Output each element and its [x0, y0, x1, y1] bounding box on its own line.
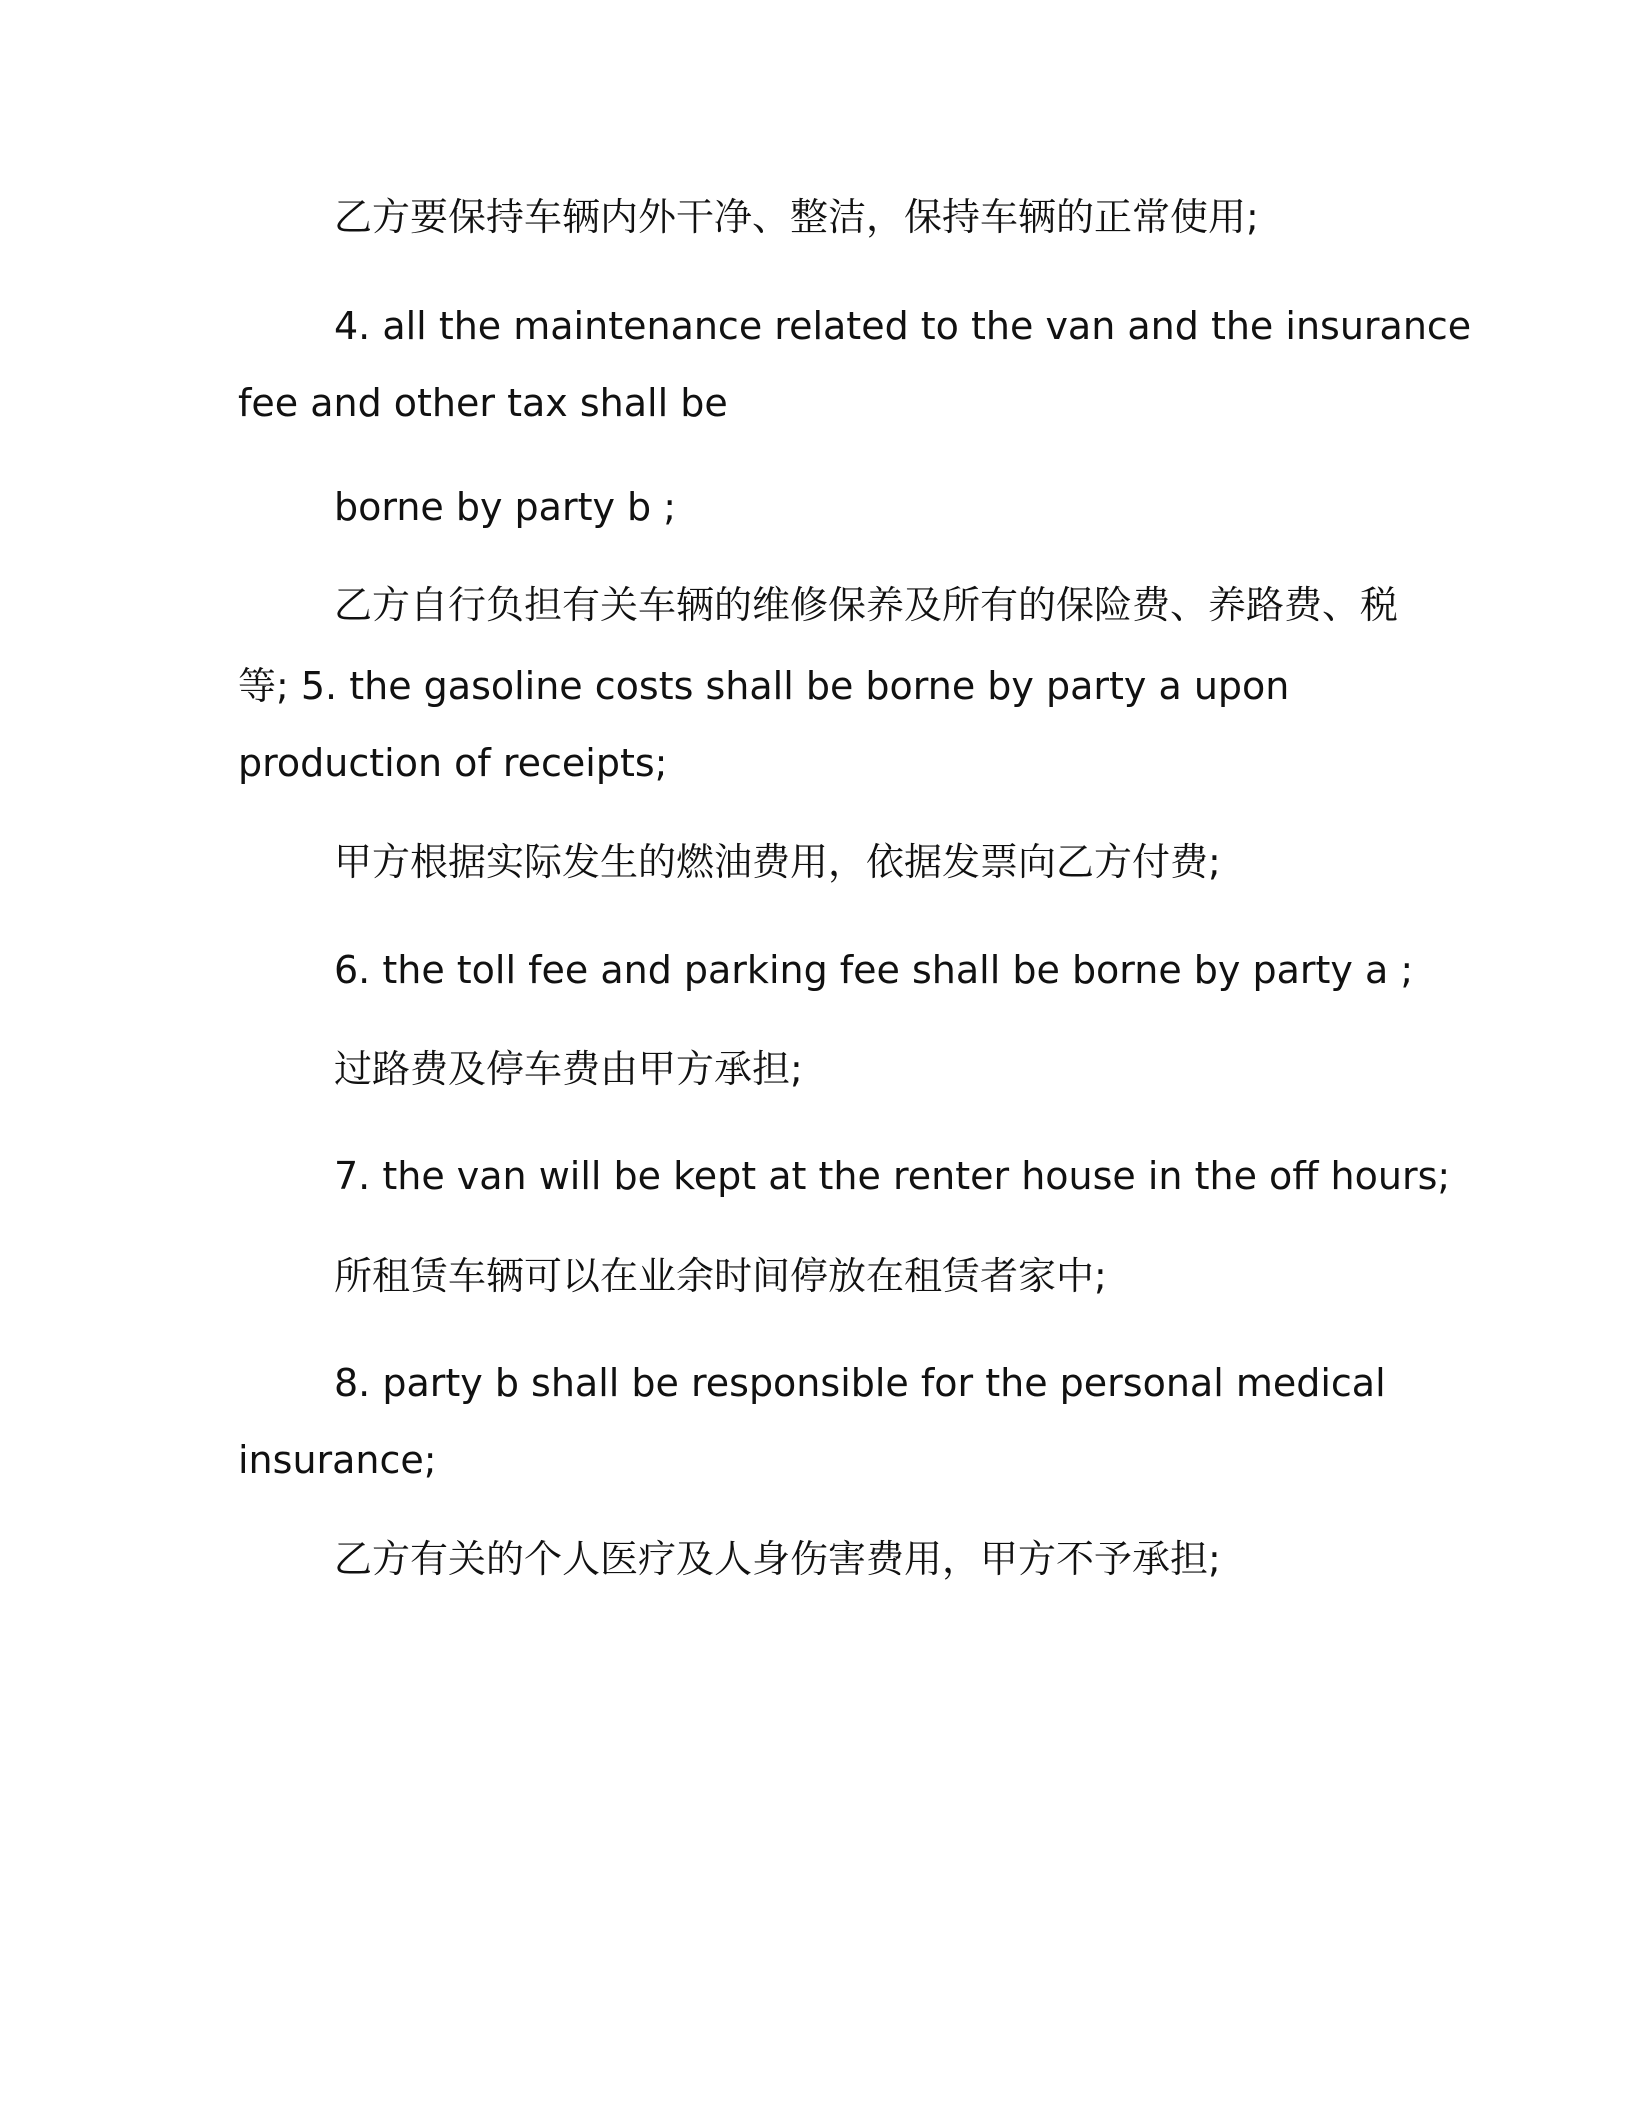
text-line: 8. party b shall be responsible for the personal medical [334, 1361, 1386, 1405]
text-line: 乙方要保持车辆内外干净、整洁，保持车辆的正常使用; [334, 195, 1259, 239]
text-line: 乙方自行负担有关车辆的维修保养及所有的保险费、养路费、税 [334, 583, 1399, 627]
text-line: 6. the toll fee and parking fee shall be borne by party a ; [334, 948, 1414, 992]
text-line: borne by party b ; [334, 485, 677, 529]
text-line: 过路费及停车费由甲方承担; [334, 1047, 803, 1091]
text-line: 甲方根据实际发生的燃油费用，依据发票向乙方付费; [334, 840, 1221, 884]
text-line: production of receipts; [238, 741, 668, 785]
text-line: 等; 5. the gasoline costs shall be borne by party a upon [238, 664, 1290, 708]
text-line: 乙方有关的个人医疗及人身伤害费用，甲方不予承担; [334, 1537, 1221, 1581]
text-line: insurance; [238, 1438, 437, 1482]
text-line: 4. all the maintenance related to the van and the insurance [334, 304, 1472, 348]
text-line: fee and other tax shall be [238, 381, 728, 425]
text-line: 7. the van will be kept at the renter house in the off hours; [334, 1154, 1451, 1198]
text-line: 所租赁车辆可以在业余时间停放在租赁者家中; [334, 1254, 1107, 1298]
